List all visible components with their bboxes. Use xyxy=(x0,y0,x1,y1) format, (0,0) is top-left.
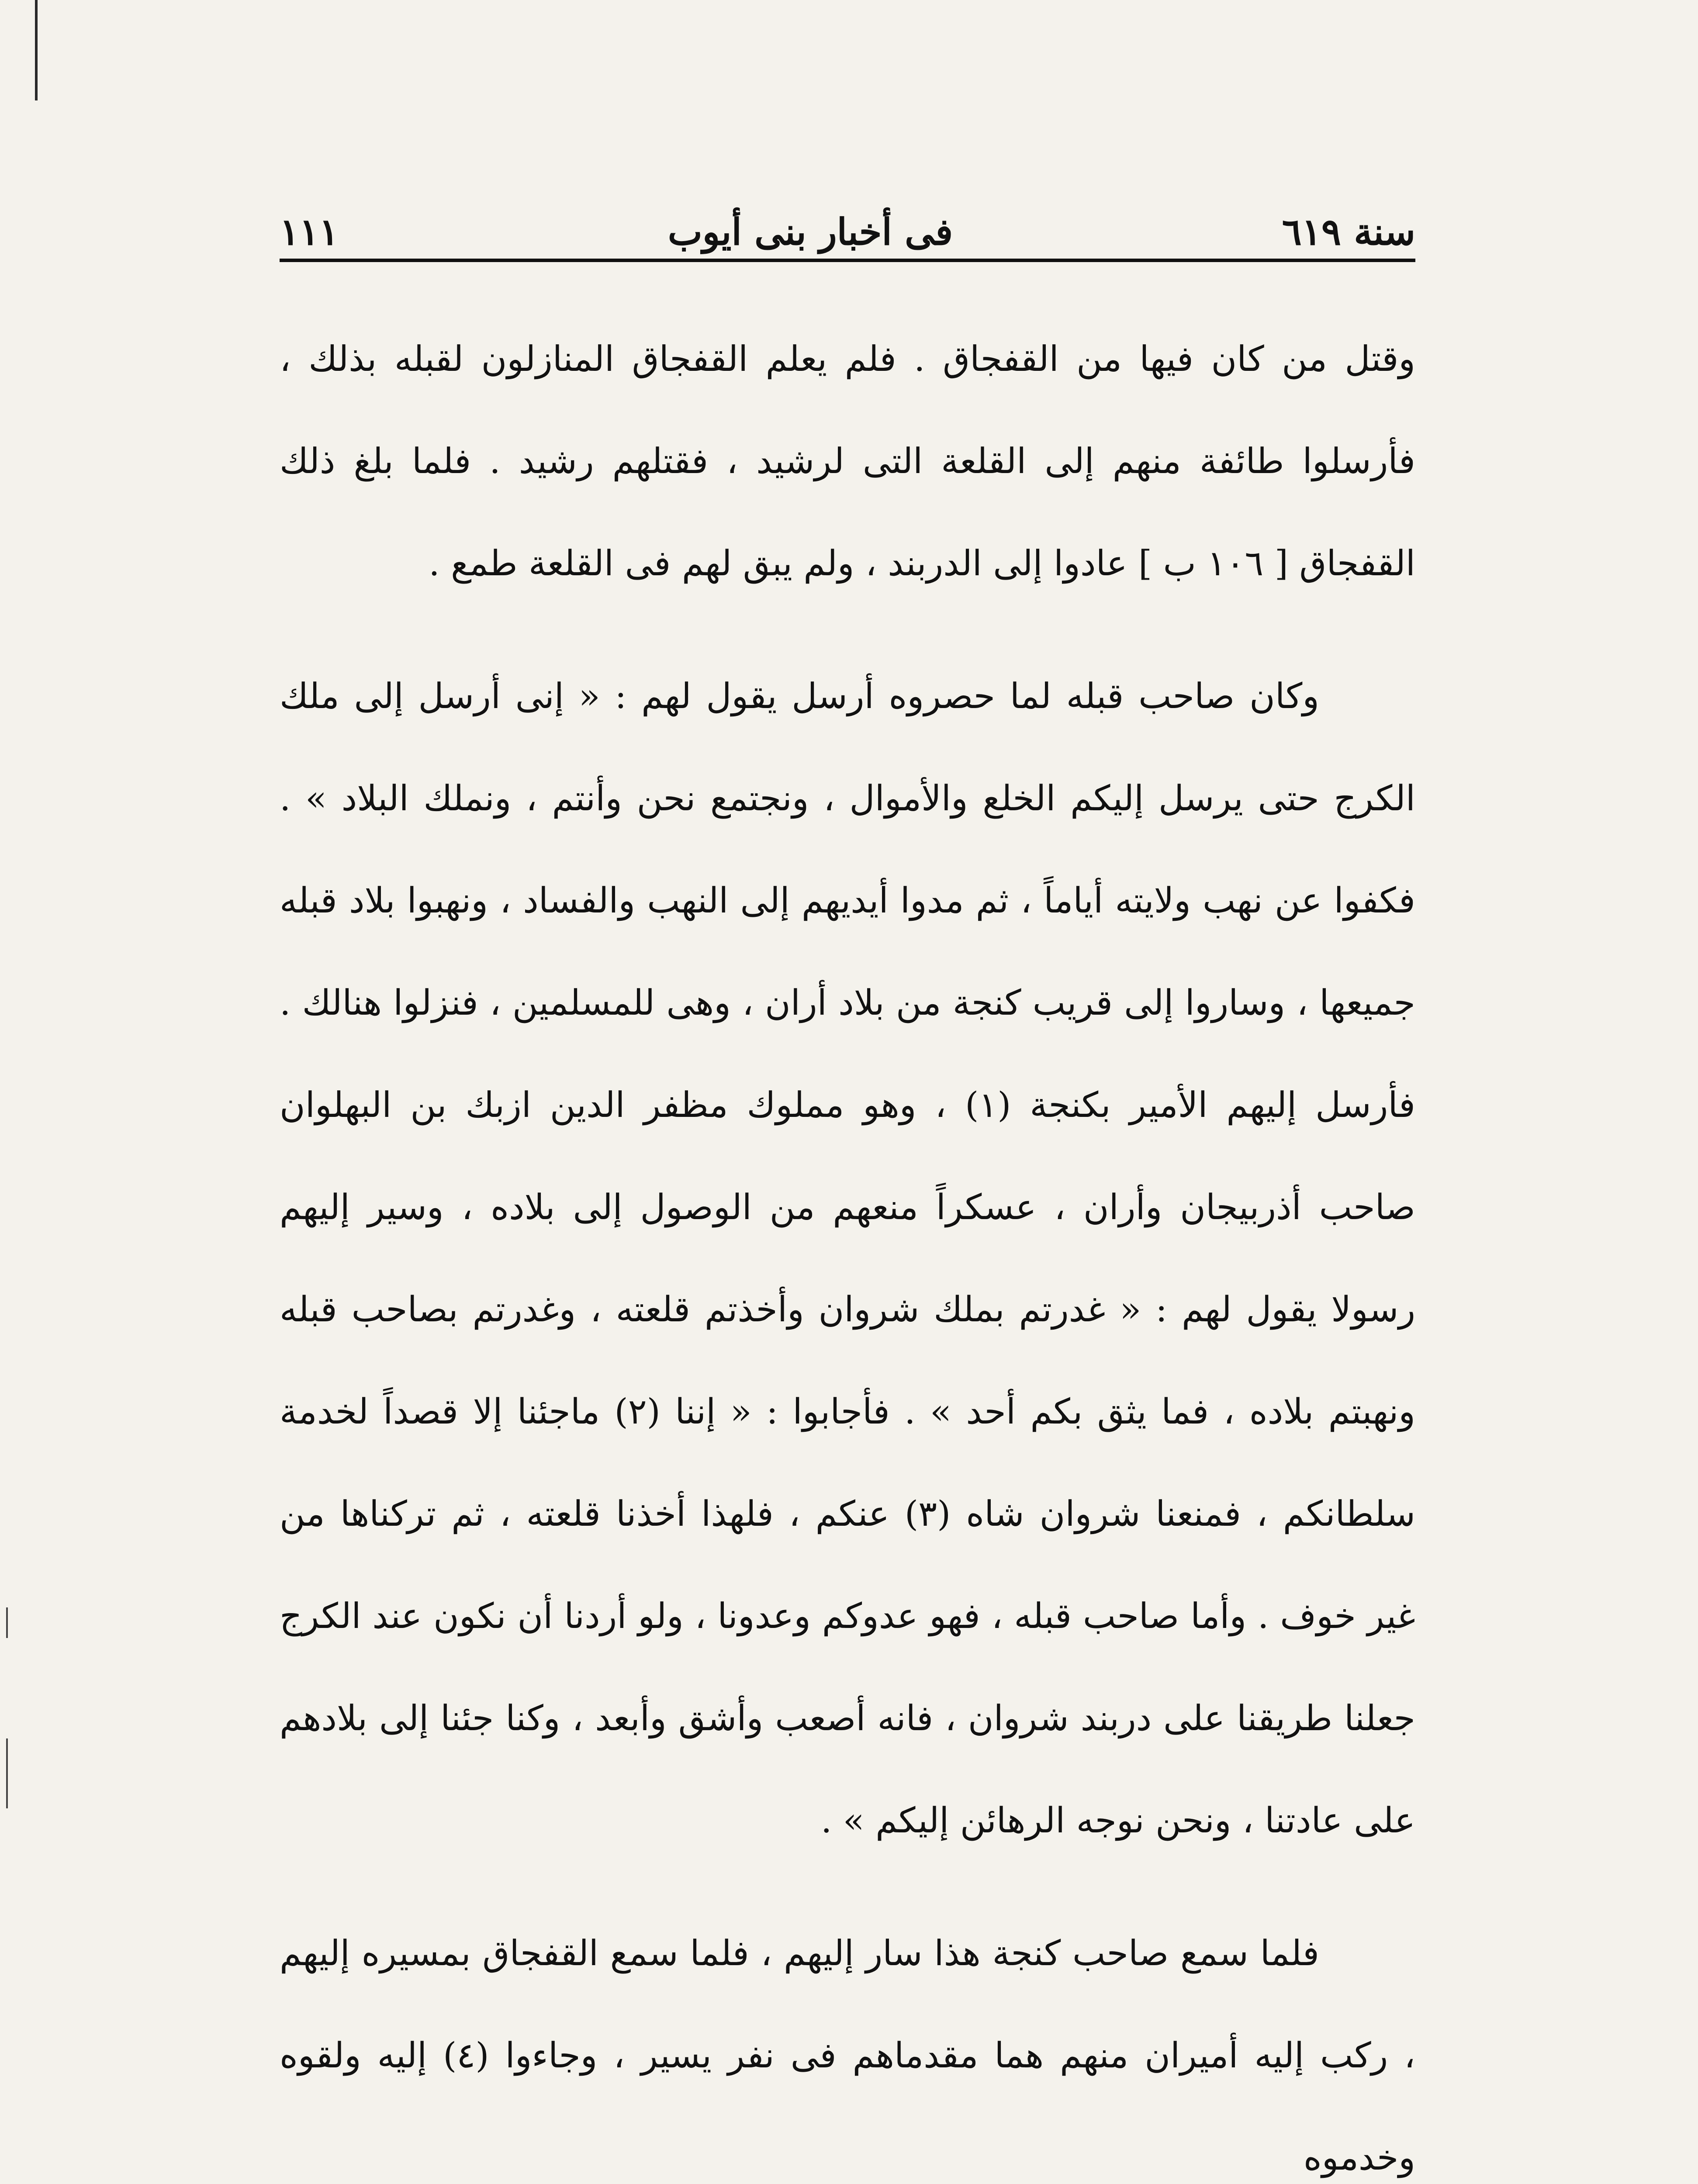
scan-edge-line xyxy=(35,0,38,100)
book-page xyxy=(280,188,1415,2184)
page-number: ١١١ xyxy=(280,210,339,253)
paragraph: وكان صاحب قبله لما حصروه أرسل يقول لهم : « إنى أرسل إلى ملك الكرج حتى يرسل إليكم الخلع والأموال ، ونجتمع نحن وأنتم ، ونملك البلاد » . فكفوا عن نهب ولايته أياماً ، ثم مدوا أيديهم إلى النهب والفساد ، ونهبوا بلاد قبله جميعها ، وساروا إلى قريب كنجة من بلاد أران ، وهى للمسلمين ، فنزلوا هنالك . فأرسل إليهم الأمير بكنجة (١) ، وهو مملوك مظفر الدين ازبك بن البهلوان صاحب أذربيجان وأران ، عسكراً منعهم من الوصول إلى بلاده ، وسير إليهم رسولا يقول لهم : « غدرتم بملك شروان وأخذتم قلعته ، وغدرتم بصاحب قبله ونهبتم بلاده ، فما يثق بكم أحد » . فأجابوا : « إننا (٢) ماجئنا إلا قصداً لخدمة سلطانكم ، فمنعنا شروان شاه (٣) عنكم ، فلهذا أخذنا قلعته ، ثم تركناها من غير خوف . وأما صاحب قبله ، فهو عدوكم وعدونا ، ولو أردنا أن نكون عند الكرج جعلنا طريقنا على دربند شروان ، فانه أصعب وأشق وأبعد ، وكنا جئنا إلى بلادهم على عادتنا ، ونحن نوجه الرهائن إليكم » . xyxy=(280,676,1416,1841)
paragraph: فلما سمع صاحب كنجة هذا سار إليهم ، فلما سمع القفجاق بمسيره إليهم ، ركب إليه أميران منهم هما مقدماهم فى نفر يسير ، وجاءوا (٤) إليه ولقوه وخدموه xyxy=(280,1933,1416,2178)
book-section-title: فى أخبار بنى أيوب xyxy=(667,210,953,253)
year-label: سنة ٦١٩ xyxy=(1282,210,1415,253)
paragraph: وقتل من كان فيها من القفجاق . فلم يعلم القفجاق المنازلون لقبله بذلك ، فأرسلوا طائفة منهم إلى القلعة التى لرشيد ، فقتلهم رشيد . فلما بلغ ذلك القفجاق [ ١٠٦ ب ] عادوا إلى الدربند ، ولم يبق لهم فى القلعة طمع . xyxy=(280,339,1415,584)
main-text xyxy=(280,308,1415,2184)
scan-edge-mark xyxy=(6,1738,8,1808)
running-head xyxy=(280,188,1415,262)
scan-edge-mark xyxy=(6,1607,8,1638)
